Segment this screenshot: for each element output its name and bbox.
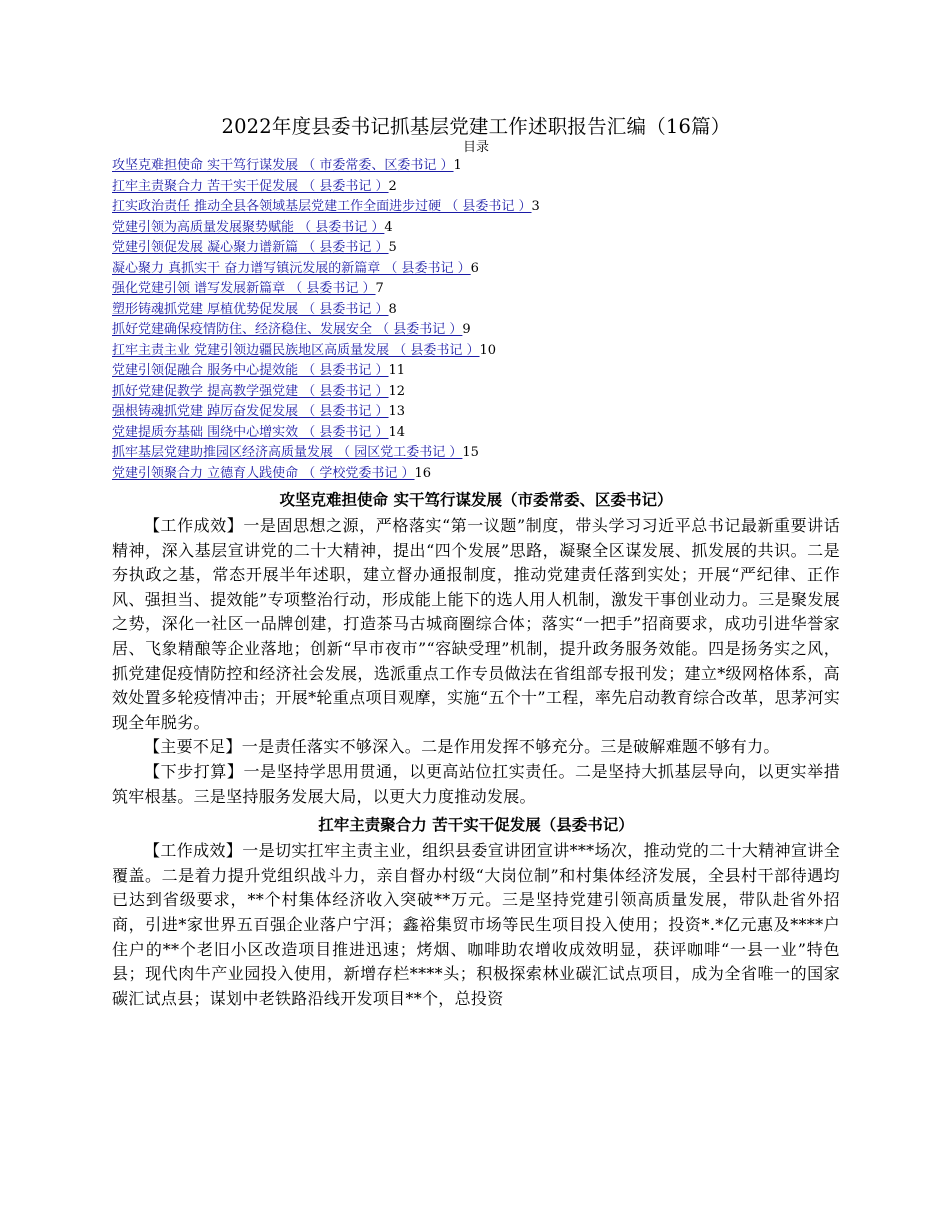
body-paragraph: 【主要不足】一是责任落实不够深入。二是作用发挥不够充分。三是破解难题不够有力。	[144, 737, 780, 757]
section-heading: 扛牢主责聚合力 苦干实干促发展（县委书记）	[318, 815, 634, 835]
toc-entry[interactable]	[112, 177, 840, 198]
toc-entry[interactable]	[112, 259, 840, 280]
toc-page-number: 14	[388, 424, 406, 440]
toc-link[interactable]: 党建引领促融合 服务中心提效能 （ 县委书记 ）	[112, 363, 389, 378]
toc-page-number: 12	[388, 383, 406, 399]
toc-entry[interactable]	[112, 320, 840, 341]
toc-entry[interactable]	[112, 197, 840, 218]
document-page	[112, 114, 840, 1011]
toc-link[interactable]: 抓好党建确保疫情防住、经济稳住、发展安全 （ 县委书记 ）	[112, 322, 463, 337]
toc-link[interactable]: 党建引领为高质量发展聚势赋能 （ 县委书记 ）	[112, 219, 385, 235]
toc-page-number: 11	[388, 363, 406, 378]
document-title: 2022年度县委书记抓基层党建工作述职报告汇编（16篇）	[221, 115, 731, 138]
table-of-contents	[112, 156, 840, 484]
toc-page-number: 3	[531, 199, 540, 214]
toc-link[interactable]: 党建引领聚合力 立德育人践使命 （ 学校党委书记 ）	[112, 465, 415, 481]
toc-entry[interactable]	[112, 423, 840, 444]
toc-link[interactable]: 抓牢基层党建助推园区经济高质量发展 （ 园区党工委书记 ）	[112, 445, 463, 460]
toc-link[interactable]: 扛牢主责主业 党建引领边疆民族地区高质量发展 （ 县委书记 ）	[112, 342, 480, 358]
toc-link[interactable]: 党建引领促发展 凝心聚力谱新篇 （ 县委书记 ）	[112, 240, 389, 255]
toc-entry[interactable]	[112, 300, 840, 321]
body-paragraph: 【工作成效】一是固思想之源，严格落实“第一议题”制度，带头学习习近平总书记最新重要讲话精神，深入基层宣讲党的二十大精神，提出“四个发展”思路，凝聚全区谋发展、抓发展的共识。二是夯执政之基，常态开展半年述职，建立督办通报制度，推动党建责任落到实处；开展“严纪律、正作风、强担当、提效能”专项整治行动，形成能上能下的选人用人机制，激发干事创业动力。三是聚发展之势，深化一社区一品牌创建，打造茶马古城商圈综合体；落实“一把手”招商要求，成功引进华誉家居、飞象精酿等企业落地；创新“早市夜市”“容缺受理”机制，提升政务服务效能。四是扬务实之风，抓党建促疫情防控和经济社会发展，选派重点工作专员做法在省组部专报刊发；建立*级网格体系，高效处置多轮疫情冲击；开展*轮重点项目观摩，实施“五个十”工程，率先启动教育综合改革，思茅河实现全年脱劣。	[112, 516, 840, 732]
toc-entry[interactable]	[112, 156, 840, 177]
toc-link[interactable]: 扛实政治责任 推动全县各领域基层党建工作全面进步过硬 （ 县委书记 ）	[112, 199, 532, 214]
toc-page-number: 2	[388, 178, 397, 194]
toc-page-number: 5	[388, 240, 397, 255]
toc-entry[interactable]	[112, 382, 840, 403]
toc-page-number: 1	[453, 158, 462, 173]
toc-page-number: 4	[384, 219, 393, 235]
toc-entry[interactable]	[112, 218, 840, 239]
toc-entry[interactable]	[112, 341, 840, 362]
toc-page-number: 16	[414, 465, 432, 481]
section-heading: 攻坚克难担使命 实干笃行谋发展（市委常委、区委书记）	[279, 490, 673, 509]
toc-link[interactable]: 党建提质夯基础 围绕中心增实效 （ 县委书记 ）	[112, 424, 389, 440]
toc-link[interactable]: 抓好党建促教学 提高教学强党建 （ 县委书记 ）	[112, 383, 389, 399]
toc-page-number: 6	[470, 260, 479, 276]
toc-heading: 目录	[462, 140, 489, 155]
toc-page-number: 15	[462, 445, 479, 460]
body-paragraph: 【工作成效】一是切实扛牢主责主业，组织县委宣讲团宣讲***场次，推动党的二十大精神宣讲全覆盖。二是着力提升党组织战斗力，亲自督办村级“大岗位制”和村集体经济发展，全县村干部待遇均已达到省级要求，**个村集体经济收入突破**万元。三是坚持党建引领高质量发展，带队赴省外招商，引进*家世界五百强企业落户宁洱；鑫裕集贸市场等民生项目投入使用；投资*.*亿元惠及****户住户的**个老旧小区改造项目推进迅速；烤烟、咖啡助农增收成效明显，获评咖啡“一县一业”特色县；现代肉牛产业园投入使用，新增存栏****头；积极探索林业碳汇试点项目，成为全省唯一的国家碳汇试点县；谋划中老铁路沿线开发项目**个，总投资	[112, 841, 840, 1008]
toc-link[interactable]: 强根铸魂抓党建 踔厉奋发促发展 （ 县委书记 ）	[112, 404, 389, 419]
toc-link[interactable]: 塑形铸魂抓党建 厚植优势促发展 （ 县委书记 ）	[112, 301, 389, 317]
toc-entry[interactable]	[112, 279, 840, 300]
toc-page-number: 8	[388, 301, 397, 317]
toc-entry[interactable]	[112, 361, 840, 382]
toc-page-number: 7	[375, 281, 384, 296]
toc-entry[interactable]	[112, 238, 840, 259]
toc-entry[interactable]	[112, 402, 840, 423]
toc-link[interactable]: 凝心聚力 真抓实干 奋力谱写镇沅发展的新篇章 （ 县委书记 ）	[112, 260, 471, 276]
body-paragraph: 【下步打算】一是坚持学思用贯通，以更高站位扛实责任。二是坚持大抓基层导向，以更实举措筑牢根基。三是坚持服务发展大局，以更大力度推动发展。	[112, 761, 840, 806]
toc-link[interactable]: 攻坚克难担使命 实干笃行谋发展 （ 市委常委、区委书记 ）	[112, 158, 454, 173]
toc-entry[interactable]	[112, 464, 840, 485]
toc-link[interactable]: 扛牢主责聚合力 苦干实干促发展 （ 县委书记 ）	[112, 178, 389, 194]
toc-link[interactable]: 强化党建引领 谱写发展新篇章 （ 县委书记 ）	[112, 281, 376, 296]
toc-page-number: 13	[388, 404, 406, 419]
toc-entry[interactable]	[112, 443, 840, 464]
toc-page-number: 9	[462, 322, 471, 337]
toc-page-number: 10	[479, 342, 497, 358]
